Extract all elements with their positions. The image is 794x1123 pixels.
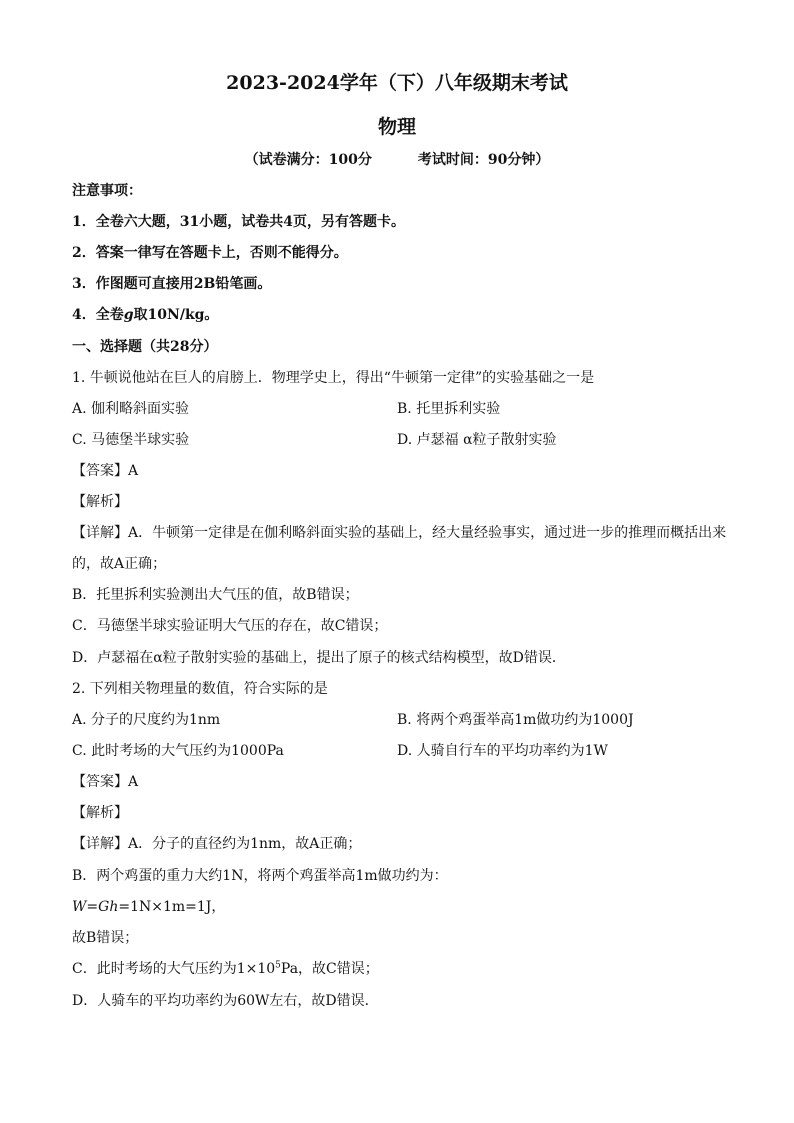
- q2-option-a: A. 分子的尺度约为1nm: [72, 712, 221, 728]
- notes-heading: 注意事项：: [72, 183, 142, 199]
- note-item-1: 1．全卷六大题，31小题，试卷共4页，另有答题卡。: [72, 214, 405, 230]
- exam-info: [0, 149, 794, 169]
- q1-detail-2: 的，故A正确；: [72, 556, 167, 572]
- q1-stem: 1. 牛顿说他站在巨人的肩膀上．物理学史上，得出“牛顿第一定律”的实验基础之一是: [72, 370, 595, 386]
- q1-detail-1: 【详解】A．牛顿第一定律是在伽利略斜面实验的基础上，经大量经验事实，通过进一步的推理而概括出来: [72, 525, 727, 541]
- q2-detail-2: B．两个鸡蛋的重力大约1N，将两个鸡蛋举高1m做功约为：: [72, 868, 448, 884]
- q2-detail-6: D．人骑车的平均功率约为60W左右，故D错误．: [72, 993, 379, 1009]
- q2-detail-4: 故B错误；: [72, 930, 139, 946]
- q1-analysis: 【解析】: [72, 494, 128, 510]
- subject-title: 物理: [377, 116, 416, 138]
- q1-answer: 【答案】A: [72, 463, 139, 479]
- q1-detail-3: B．托里拆利实验测出大气压的值，故B错误；: [72, 587, 359, 603]
- q2-stem: 2. 下列相关物理量的数值，符合实际的是: [72, 681, 328, 697]
- q2-option-d: D. 人骑自行车的平均功率约为1W: [397, 743, 608, 759]
- q1-option-c: C. 马德堡半球实验: [72, 432, 190, 448]
- q2-analysis: 【解析】: [72, 805, 128, 821]
- time-info: 考试时间：90分钟）: [417, 152, 550, 168]
- q2-answer: 【答案】A: [72, 774, 139, 790]
- section-heading: 一、选择题（共28分）: [72, 339, 218, 355]
- q2-option-c: C. 此时考场的大气压约为1000Pa: [72, 743, 284, 759]
- q1-detail-5: D．卢瑟福在α粒子散射实验的基础上，提出了原子的核式结构模型，故D错误．: [72, 650, 566, 666]
- q1-detail-4: C．马德堡半球实验证明大气压的存在，故C错误；: [72, 618, 388, 634]
- note-item-4: 4．全卷g取10N/kg。: [72, 307, 219, 323]
- q2-formula: W=Gh=1N×1m=1J，: [72, 899, 226, 915]
- q2-option-b: B. 将两个鸡蛋举高1m做功约为1000J: [397, 712, 634, 728]
- q2-detail-5: C．此时考场的大气压约为$1\times 10^5Pa$，故C错误；: [72, 960, 379, 977]
- q1-option-b: B. 托里拆利实验: [397, 401, 501, 417]
- q2-detail-1: 【详解】A．分子的直径约为1nm，故A正确；: [72, 836, 362, 852]
- q1-option-a: A. 伽利略斜面实验: [72, 401, 190, 417]
- q1-option-d: D. 卢瑟福 α粒子散射实验: [397, 432, 557, 448]
- score-info: （试卷满分：100分: [244, 152, 372, 168]
- note-item-2: 2．答案一律写在答题卡上，否则不能得分。: [72, 245, 348, 261]
- note-item-3: 3．作图题可直接用2B铅笔画。: [72, 276, 272, 292]
- exam-title: 2023-2024学年（下）八年级期末考试: [226, 72, 568, 94]
